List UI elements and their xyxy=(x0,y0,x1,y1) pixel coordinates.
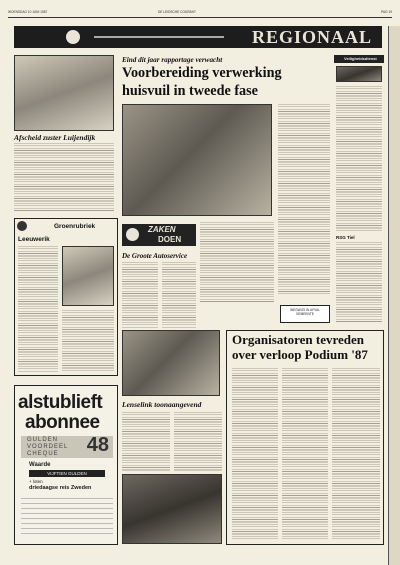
sidebar-item: RSG Tiel xyxy=(336,235,355,240)
groenrubriek-text xyxy=(18,246,58,372)
lenselink-text-2 xyxy=(174,412,222,472)
afscheid-caption: Afscheid zuster Luijendijk xyxy=(14,133,96,142)
zaken-text-2 xyxy=(162,262,196,328)
ad-line-2: abonnee xyxy=(25,412,100,433)
lead-text-col-2 xyxy=(278,104,330,294)
groenrubriek-title: Leeuwerik xyxy=(18,236,50,243)
garbage-truck-photo xyxy=(122,104,272,216)
banner-circle-icon xyxy=(66,30,80,44)
groenrubriek-text-2 xyxy=(62,310,114,372)
lead-text-col-1 xyxy=(200,222,274,302)
badge-line-1: WEGWIJS IN AFVAL xyxy=(290,308,320,312)
page-number: PAG 19 xyxy=(381,10,392,14)
leaf-icon xyxy=(17,221,27,231)
zaken-title: De Groote Autoservice xyxy=(122,252,188,260)
podium-headline-1: Organisatoren tevreden xyxy=(232,332,365,347)
car-dealer-photo xyxy=(122,330,220,396)
sidebar-text xyxy=(336,86,382,232)
page-header-line xyxy=(8,6,392,18)
ad-gulden: VIJFTIEN GULDEN xyxy=(29,470,105,477)
sidebar-label: Veiligheidsdienst xyxy=(344,56,377,61)
podium-text-2 xyxy=(282,368,328,540)
badge-line-2: GEMEENTE xyxy=(296,312,314,316)
page-date: WOENSDAG 10 JUNI 1987 xyxy=(8,10,48,14)
lead-headline-1: Voorbereiding verwerking xyxy=(122,65,282,81)
ad-cheque-3: CHEQUE xyxy=(27,451,59,457)
ad-number: 48 xyxy=(86,434,109,456)
ad-cheque xyxy=(21,436,113,458)
podium-headline-2: over verloop Podium '87 xyxy=(232,347,368,362)
paper-name: DE LEIDSCHE COURANT xyxy=(158,10,196,14)
ad-form[interactable] xyxy=(21,498,113,534)
lead-headline-2: huisvuil in tweede fase xyxy=(122,83,258,99)
right-edge-strip xyxy=(388,26,400,565)
section-title: REGIONAAL xyxy=(251,27,372,47)
ad-line-1: alstublieft xyxy=(18,392,103,413)
sidebar-photo xyxy=(336,66,382,82)
groenrubriek-label: Groenrubriek xyxy=(54,223,96,230)
lenselink-text-1 xyxy=(122,412,170,472)
ad-waarde: Waarde xyxy=(29,462,51,468)
lead-kicker: Eind dit jaar rapportage verwacht xyxy=(122,56,223,64)
podium-text-1 xyxy=(232,368,278,540)
ad-loten: + loten xyxy=(29,479,43,484)
sidebar-text-2 xyxy=(336,242,382,322)
podium-text-3 xyxy=(332,368,380,540)
section-banner xyxy=(14,26,382,48)
zaken-circle-icon xyxy=(126,228,139,241)
bird-illustration xyxy=(62,246,114,306)
ad-reis: driedaagse reis Zweden xyxy=(29,485,92,491)
banner-rule xyxy=(94,36,224,38)
afscheid-text xyxy=(14,143,114,211)
lenselink-title: Lenselink toonaangevend xyxy=(122,400,202,409)
afscheid-photo xyxy=(14,55,114,131)
ad-cheque-2: VOORDEEL xyxy=(27,444,69,450)
zaken-label-2: DOEN xyxy=(158,235,182,244)
ad-cheque-1: GULDEN xyxy=(27,437,59,443)
lenselink-photo xyxy=(122,474,222,544)
zaken-text-1 xyxy=(122,262,158,328)
zaken-label-1: ZAKEN xyxy=(148,225,176,234)
wegwijs-badge xyxy=(280,305,330,323)
subscriber-ad xyxy=(14,385,118,545)
